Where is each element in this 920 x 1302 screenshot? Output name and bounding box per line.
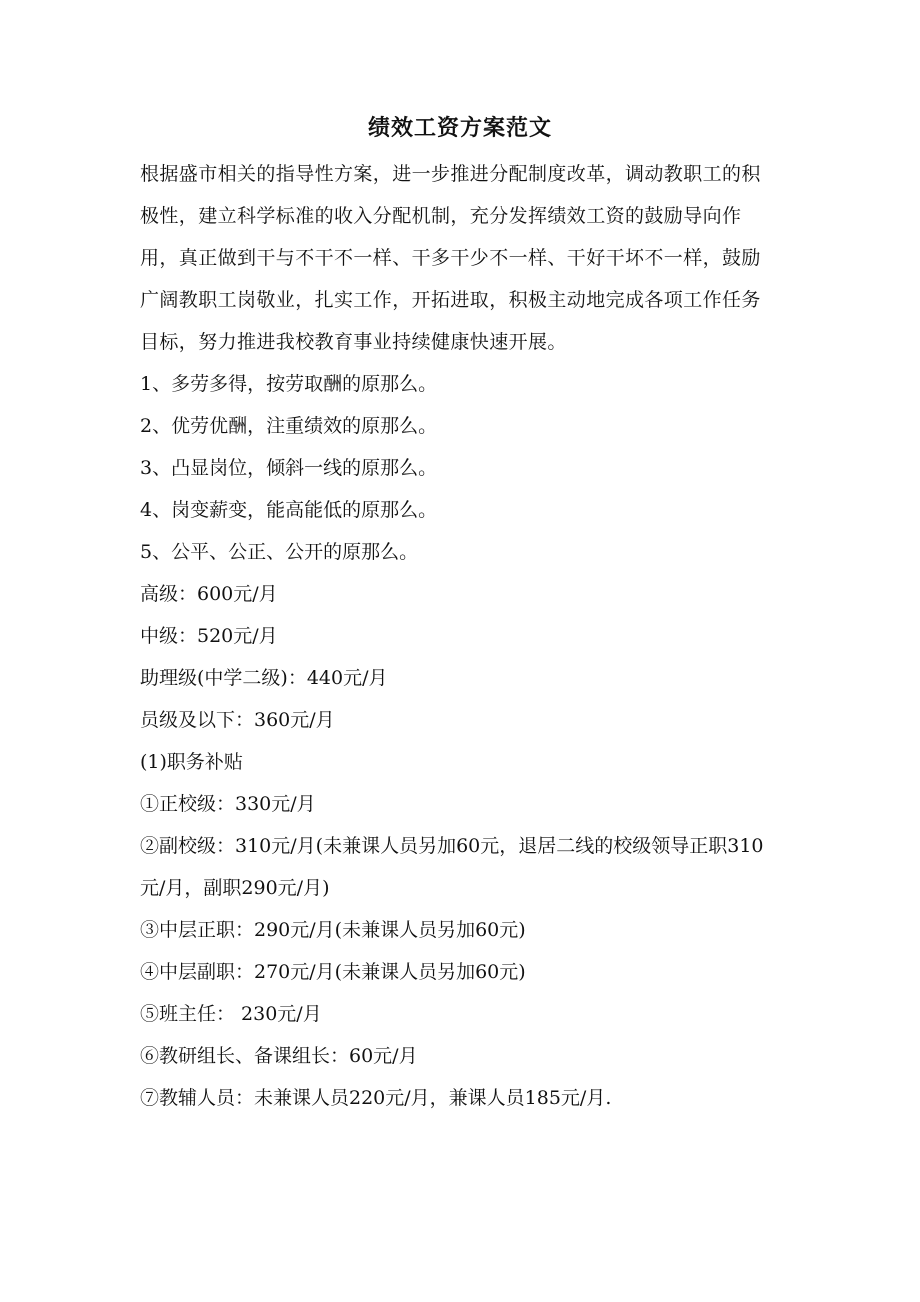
allowance-principal: ①正校级：330元/月: [140, 793, 316, 815]
allowance-middle-deputy: ④中层副职：270元/月(未兼课人员另加60元): [140, 961, 526, 983]
grade-senior: 高级：600元/月: [140, 583, 278, 605]
principle-2: 2、优劳优酬，注重绩效的原那么。: [140, 415, 438, 437]
allowance-heading: (1)职务补贴: [140, 751, 243, 773]
principle-5: 5、公平、公正、公开的原那么。: [140, 541, 419, 563]
grade-assistant: 助理级(中学二级)：440元/月: [140, 667, 388, 689]
principle-1: 1、多劳多得，按劳取酬的原那么。: [140, 373, 438, 395]
allowance-middle-head: ③中层正职：290元/月(未兼课人员另加60元): [140, 919, 526, 941]
grade-junior: 员级及以下：360元/月: [140, 709, 335, 731]
grade-intermediate: 中级：520元/月: [140, 625, 278, 647]
principle-4: 4、岗变薪变，能高能低的原那么。: [140, 499, 438, 521]
document-title: 绩效工资方案范文: [367, 115, 552, 141]
principle-3: 3、凸显岗位，倾斜一线的原那么。: [140, 457, 438, 479]
allowance-group-leader: ⑥教研组长、备课组长：60元/月: [140, 1045, 418, 1067]
document-body: [140, 153, 780, 1119]
allowance-support-staff: ⑦教辅人员：未兼课人员220元/月，兼课人员185元/月.: [140, 1087, 612, 1109]
allowance-vice-principal: ②副校级：310元/月(未兼课人员另加60元，退居二线的校级领导正职310元/月，副职290元/月): [140, 835, 764, 899]
allowance-class-teacher: ⑤班主任： 230元/月: [140, 1003, 322, 1025]
intro-paragraph: 根据盛市相关的指导性方案，进一步推进分配制度改革，调动教职工的积极性，建立科学标准的收入分配机制，充分发挥绩效工资的鼓励导向作用，真正做到干与不干不一样、干多干少不一样、干好干坏不一样，鼓励广阔教职工岗敬业，扎实工作，开拓进取，积极主动地完成各项工作任务目标，努力推进我校教育事业持续健康快速开展。: [140, 163, 761, 353]
